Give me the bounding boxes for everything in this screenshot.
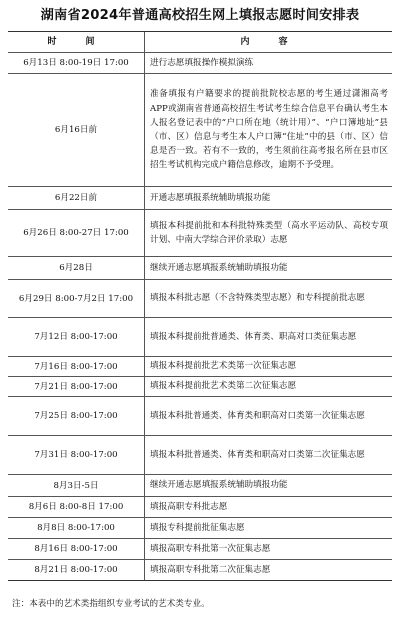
row-content: 填报本科提前批和本科批特殊类型（高水平运动队、高校专项计划、中南大学综合评价录取）志愿: [150, 220, 388, 245]
row-content: 填报本科提前批艺术类第二次征集志愿: [150, 381, 297, 392]
table-row: [8, 279, 392, 317]
row-content: 填报本科批普通类、体育类和职高对口类第二次征集志愿: [150, 449, 365, 460]
row-content: 填报本科批普通类、体育类和职高对口类第一次征集志愿: [150, 410, 365, 421]
table-row: [8, 559, 392, 580]
row-time: 8月6日 8:00-8日 17:00: [8, 497, 145, 517]
row-time: 6月29日 8:00-7月2日 17:00: [8, 280, 145, 317]
table-row: [8, 538, 392, 559]
row-time: 6月13日 8:00-19日 17:00: [8, 53, 145, 73]
row-content: 填报本科提前批艺术类第一次征集志愿: [150, 361, 297, 372]
table-row: [8, 496, 392, 517]
row-time: 7月25日 8:00-17:00: [8, 397, 145, 435]
table-row: [8, 317, 392, 356]
row-content: 开通志愿填报系统辅助填报功能: [150, 192, 271, 203]
row-content: 填报本科批志愿（不含特殊类型志愿）和专科提前批志愿: [150, 293, 365, 304]
table-row: [8, 256, 392, 279]
row-time: 6月28日: [8, 257, 145, 279]
row-time: 7月16日 8:00-17:00: [8, 357, 145, 376]
table-row: [8, 73, 392, 186]
row-time: 6月26日 8:00-27日 17:00: [8, 210, 145, 256]
row-time: 8月21日 8:00-17:00: [8, 560, 145, 580]
row-content: 填报高职专科批第一次征集志愿: [150, 543, 271, 554]
table-row: [8, 186, 392, 209]
table-row: [8, 474, 392, 496]
table-row: [8, 517, 392, 538]
table-row: [8, 435, 392, 474]
row-time: 7月31日 8:00-17:00: [8, 436, 145, 474]
row-time: 8月8日 8:00-17:00: [8, 518, 145, 538]
table-row: [8, 376, 392, 396]
table-header-row: [8, 32, 392, 52]
page-title: 湖南省2024年普通高校招生网上填报志愿时间安排表: [40, 8, 360, 23]
footnote: 注：本表中的艺术类指组织专业考试的艺术类专业。: [12, 599, 210, 609]
row-content: 准备填报有户籍要求的提前批院校志愿的考生通过潇湘高考APP或湖南省普通高校招生考试考生综合信息平台确认考生本人报名登记表中的“户口所在地（统计用）”、“户口簿地址”县（市、区）信息与考生本人户口簿“住址”中的县（市、区）信息是否一致。若有不一致的，考生须前往高考报名所在县市区招生考试机构完成户籍信息修改，逾期不予受理。: [150, 89, 388, 171]
table-row: [8, 396, 392, 435]
row-time: 8月3日-5日: [8, 475, 145, 496]
header-time: 时 间: [8, 32, 145, 52]
header-content: 内 容: [240, 36, 298, 47]
row-time: 8月16日 8:00-17:00: [8, 539, 145, 559]
row-content: 继续开通志愿填报系统辅助填报功能: [150, 262, 288, 273]
row-content: 填报本科提前批普通类、体育类、职高对口类征集志愿: [150, 331, 357, 342]
table-row: [8, 52, 392, 73]
row-content: 继续开通志愿填报系统辅助填报功能: [150, 480, 288, 491]
row-time: 6月22日前: [8, 187, 145, 209]
row-content: 进行志愿填报操作模拟演练: [150, 57, 254, 68]
row-content: 填报高职专科批志愿: [150, 501, 228, 512]
row-time: 7月21日 8:00-17:00: [8, 377, 145, 396]
row-time: 6月16日前: [8, 74, 145, 186]
row-content: 填报高职专科批第二次征集志愿: [150, 564, 271, 575]
row-content: 填报专科提前批征集志愿: [150, 522, 245, 533]
table-row: [8, 356, 392, 376]
schedule-table: [8, 31, 392, 581]
row-time: 7月12日 8:00-17:00: [8, 318, 145, 356]
table-row: [8, 209, 392, 256]
